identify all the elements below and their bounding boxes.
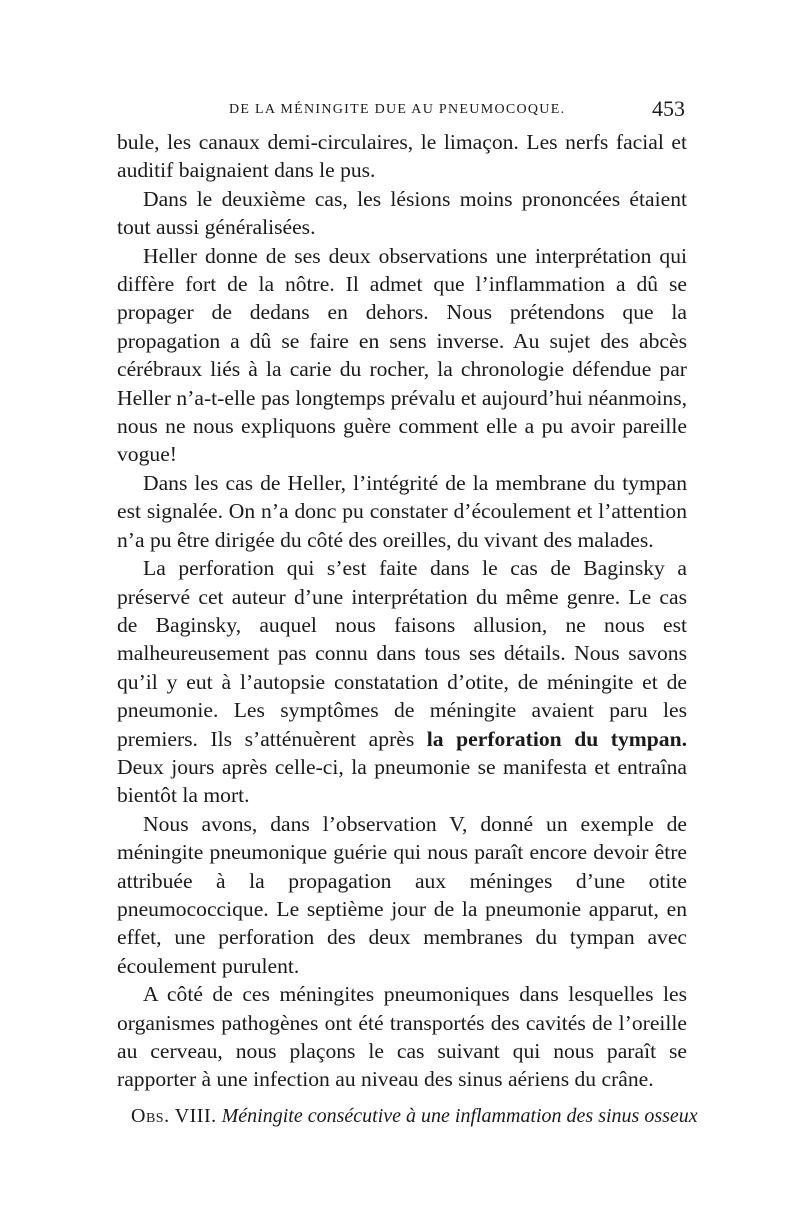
- paragraph-baginsky: [117, 554, 687, 810]
- observation-title: Méningite consécutive à une inflammation des sinus osseux: [221, 1105, 698, 1127]
- page-number: 453: [652, 96, 685, 121]
- paragraph: Heller donne de ses deux observations une interprétation qui diffère fort de la nôtre. Il admet que l’inflammation a dû se propager de dedans en dehors. Nous prétendons que la propagation a dû se faire en sens inverse. Au sujet des abcès cérébraux liés à la carie du rocher, la chronologie défendue par Heller n’a-t-elle pas longtemps prévalu et aujourd’hui néanmoins, nous ne nous expliquons guère comment elle a pu avoir pareille vogue!: [117, 243, 687, 467]
- paragraph: A côté de ces méningites pneumoniques dans lesquelles les organismes pathogènes ont été transportés des cavités de l’oreille au cerveau, nous plaçons le cas suivant qui nous paraît se rapporter à une infection au niveau des sinus aériens du crâne.: [117, 982, 687, 1092]
- paragraph: Nous avons, dans l’observation V, donné un exemple de méningite pneumonique guérie qui nous paraît encore devoir être attribuée à la propagation aux méninges d’une otite pneumococcique. Le septième jour de la pneumonie apparut, en effet, une perforation des deux membranes du tympan avec écoulement purulent.: [117, 811, 687, 978]
- running-title: DE LA MÉNINGITE DUE AU PNEUMOCOQUE.: [229, 102, 566, 117]
- bold-phrase: la perforation du tympan.: [426, 726, 687, 751]
- paragraph-text: La perforation qui s’est faite dans le cas de Baginsky a préservé cet auteur d’une interprétation du même genre. Le cas de Baginsky, auquel nous faisons allusion, ne nous est malheureusement pas connu dans tous ses détails. Nous savons qu’il y eut à l’autopsie constatation d’otite, de méningite et de pneumonie. Les symptômes de méningite avaient paru les premiers. Ils s’atténuèrent après: [117, 556, 687, 751]
- body-text: [117, 128, 687, 1094]
- running-head: [117, 96, 685, 122]
- paragraph-continued: bule, les canaux demi-circulaires, le limaçon. Les nerfs facial et auditif baignaient dans le pus.: [117, 130, 687, 183]
- paragraph-text: Deux jours après celle-ci, la pneumonie se manifesta et entraîna bientôt la mort.: [117, 754, 687, 808]
- paragraph: Dans le deuxième cas, les lésions moins prononcées étaient tout aussi généralisées.: [117, 186, 687, 240]
- paragraph: Dans les cas de Heller, l’intégrité de la membrane du tympan est signalée. On n’a donc pu constater d’écoulement et l’attention n’a pu être dirigée du côté des oreilles, du vivant des malades.: [117, 470, 687, 552]
- observation-heading: [131, 1105, 698, 1128]
- observation-label: Obs. VIII.: [131, 1105, 217, 1127]
